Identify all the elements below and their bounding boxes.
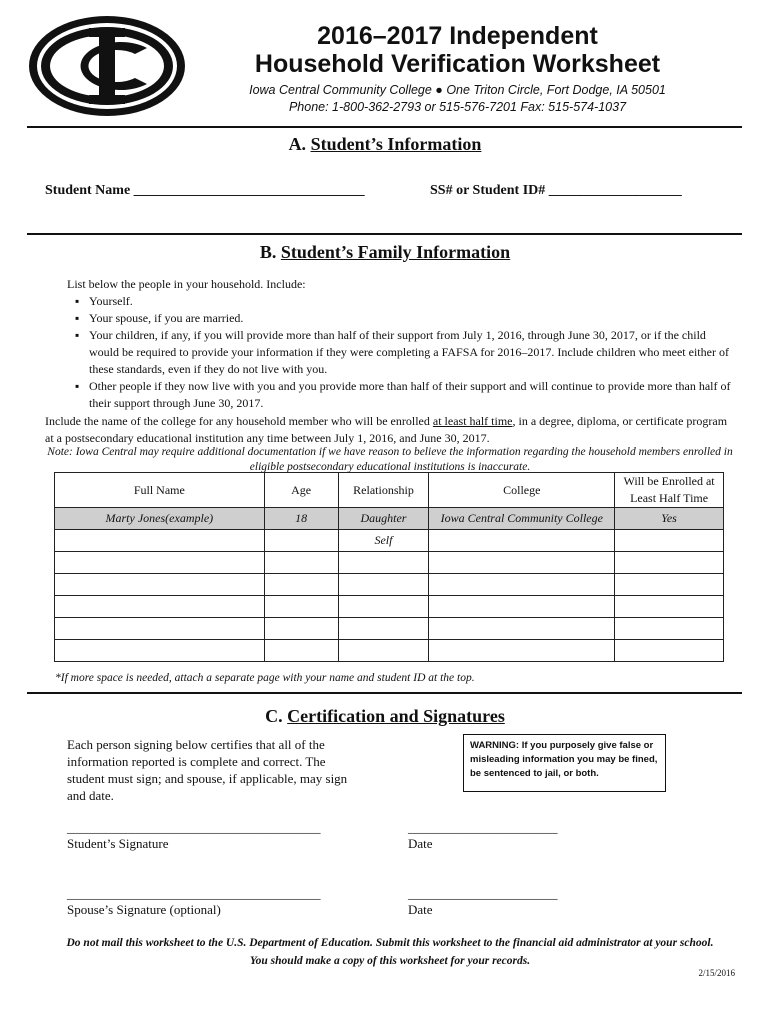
section-c-heading: C. Certification and Signatures [265, 706, 505, 726]
warning-box: WARNING: If you purposely give false or misleading information you may be fined, be sentenced to jail, or both. [463, 734, 666, 792]
col-header-full-name: Full Name [55, 473, 265, 508]
table-cell[interactable] [615, 640, 724, 662]
table-row[interactable] [55, 552, 724, 574]
spouse-signature-line[interactable]: _______________________________________ [67, 886, 321, 901]
table-row[interactable] [55, 574, 724, 596]
student-signature-label: Student’s Signature [67, 836, 169, 851]
example-college: Iowa Central Community College [429, 508, 615, 530]
divider [27, 126, 742, 128]
documentation-note: Note: Iowa Central may require additional documentation if we have reason to believe the information regarding the household members enrolled in eligible postsecondary educational institutions is inaccurate. [47, 446, 733, 473]
household-table [54, 472, 724, 662]
table-cell[interactable] [264, 552, 338, 574]
household-instructions: List below the people in your household. Include: ▪ Yourself. ▪ Your spouse, if you are married. ▪ Your children, if any, if you will provide more than half of their support from July 1, 2016, through June 30, 2017, or if the child would be required to provide your information if they were completing a FAFSA for 2016–2017. Include children who meet either of these standards, even if they do not live with you. ▪ Other people if they now live with you and you provide more than half of their support and will continue to provide more than half of their support through June 30, 2017. [67, 276, 732, 412]
table-cell[interactable] [264, 640, 338, 662]
iowa-central-logo [27, 14, 187, 118]
table-row[interactable] [55, 640, 724, 662]
table-cell[interactable] [264, 574, 338, 596]
col-header-age: Age [264, 473, 338, 508]
space-note: *If more space is needed, attach a separate page with your name and student ID at the top. [55, 672, 475, 684]
table-cell[interactable] [615, 574, 724, 596]
table-cell[interactable] [338, 552, 429, 574]
table-cell[interactable] [55, 596, 265, 618]
col-header-college: College [429, 473, 615, 508]
student-date-line[interactable]: _______________________ [408, 820, 558, 835]
bullet-item: ▪ Other people if they now live with you and you provide more than half of their support and will continue to provide more than half of their support through June 30, 2017. [67, 378, 732, 412]
table-cell[interactable] [55, 640, 265, 662]
self-relationship-cell: Self [338, 530, 429, 552]
example-age: 18 [264, 508, 338, 530]
college-note: Include the name of the college for any household member who will be enrolled at least half time, in a degree, diploma, or certificate program at a postsecondary educational institution any time between July 1, 2016, and June 30, 2017. [45, 414, 728, 445]
footer-instructions: Do not mail this worksheet to the U.S. Department of Education. Submit this worksheet to the financial aid administrator at your school. You should make a copy of this worksheet for your records. [66, 937, 714, 967]
table-cell[interactable] [55, 530, 265, 552]
spouse-date-line[interactable]: _______________________ [408, 886, 558, 901]
table-cell[interactable] [55, 552, 265, 574]
spouse-date-label: Date [408, 902, 433, 917]
table-cell[interactable] [338, 574, 429, 596]
example-row [55, 508, 724, 530]
table-cell[interactable] [429, 530, 615, 552]
divider [27, 692, 742, 694]
table-row[interactable] [55, 596, 724, 618]
table-cell[interactable] [429, 574, 615, 596]
table-cell[interactable] [338, 618, 429, 640]
section-b-heading: B. Student’s Family Information [259, 242, 511, 262]
table-row[interactable] [55, 618, 724, 640]
example-relationship: Daughter [338, 508, 429, 530]
table-cell[interactable] [55, 618, 265, 640]
certification-text: Each person signing below certifies that all of the information reported is complete and correct. The student must sign; and spouse, if applicable, may sign and date. [67, 737, 348, 803]
table-cell[interactable] [615, 596, 724, 618]
col-header-enrolled: Will be Enrolled at Least Half Time [615, 473, 724, 508]
table-cell[interactable] [615, 552, 724, 574]
table-cell[interactable] [264, 530, 338, 552]
table-cell[interactable] [338, 596, 429, 618]
student-name-field[interactable]: Student Name _________________________________ [45, 183, 365, 198]
table-header-row [55, 473, 724, 508]
table-cell[interactable] [55, 574, 265, 596]
table-cell[interactable] [264, 618, 338, 640]
bullet-item: ▪ Your spouse, if you are married. [67, 310, 732, 327]
document-title: 2016–2017 Independent Household Verification Worksheet [254, 22, 661, 78]
student-id-field[interactable]: SS# or Student ID# ___________________ [430, 183, 682, 198]
bullet-item: ▪ Yourself. [67, 293, 732, 310]
college-address: Iowa Central Community College ● One Triton Circle, Fort Dodge, IA 50501 Phone: 1-800-362-2793 or 515-576-7201 Fax: 515-574-1037 [249, 83, 666, 114]
spouse-signature-label: Spouse’s Signature (optional) [67, 902, 221, 917]
table-cell[interactable] [264, 596, 338, 618]
table-cell[interactable] [338, 640, 429, 662]
example-enrolled: Yes [615, 508, 724, 530]
table-cell[interactable] [615, 618, 724, 640]
example-name: Marty Jones(example) [55, 508, 265, 530]
student-signature-line[interactable]: _______________________________________ [67, 820, 321, 835]
table-cell[interactable] [429, 552, 615, 574]
bullet-item: ▪ Your children, if any, if you will provide more than half of their support from July 1, 2016, through June 30, 2017, or if the child would be required to provide your information if they were completing a FAFSA for 2016–2017. Include children who meet either of these standards, even if they do not live with you. [67, 327, 732, 378]
table-cell[interactable] [615, 530, 724, 552]
table-row[interactable] [55, 530, 724, 552]
col-header-relationship: Relationship [338, 473, 429, 508]
table-cell[interactable] [429, 596, 615, 618]
revision-date: 2/15/2016 [698, 968, 735, 978]
table-cell[interactable] [429, 618, 615, 640]
section-a-heading: A. Student’s Information [288, 134, 482, 154]
student-date-label: Date [408, 836, 433, 851]
divider [27, 233, 742, 235]
table-cell[interactable] [429, 640, 615, 662]
